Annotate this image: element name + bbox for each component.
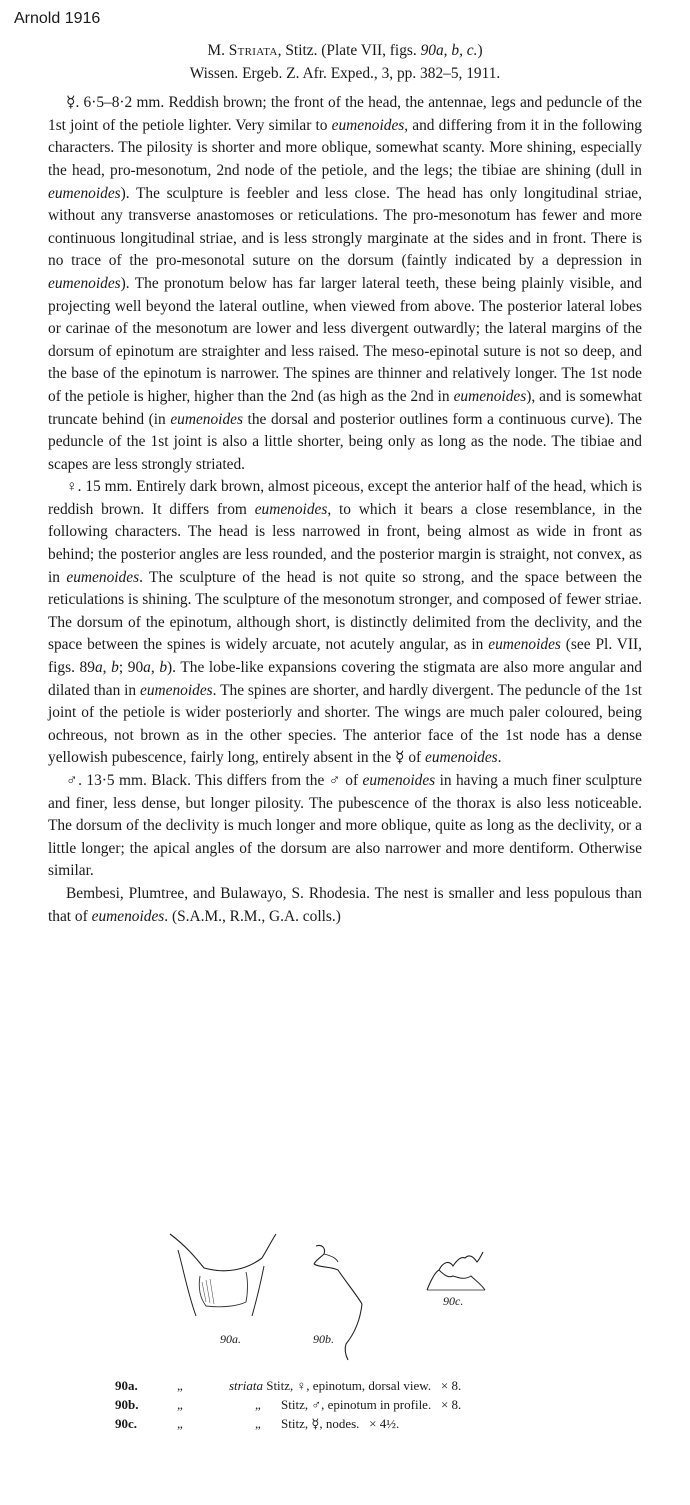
locality-paragraph: Bembesi, Plumtree, and Bulawayo, S. Rhodesia. The nest is smaller and less populous than that of eumenoides. (S.A.M., R.M., G.A. colls.) (48, 884, 642, 925)
reference-line: Wissen. Ergeb. Z. Afr. Exped., 3, pp. 382–5, 1911. (189, 64, 501, 82)
figure-90a-drawing (168, 1232, 278, 1332)
legend-row-90a: 90a. „ striata Stitz, ♀, epinotum, dorsal view. × 8. (115, 1378, 462, 1393)
figure-plate (160, 1222, 520, 1372)
female-paragraph: ♀. 15 mm. Entirely dark brown, almost piceous, except the anterior half of the head, which is reddish brown. It differs from eumenoides, to which it bears a close resemblance, in the following characters. The head is less narrowed in front, being almost as wide in front as behind; the posterior angles are less rounded, and the posterior margin is straight, not convex, as in eumenoides. The sculpture of the head is not quite so strong, and the space between the reticulations is shining. The sculpture of the mesonotum stronger, and composed of fewer striae. The dorsum of the epinotum, although short, is distinctly delimited from the declivity, and the space between the spines is widely arcuate, not acutely angular, as in eumenoides (see Pl. VII, figs. 89a, b; 90a, b). The lobe-like expansions covering the stigmata are also more angular and dilated than in eumenoides. The spines are shorter, and hardly divergent. The peduncle of the 1st joint of the petiole is wider posteriorly and shorter. The wings are much paler coloured, being ochreous, not brown as in the other species. The anterior face of the 1st node has a dense yellowish pubescence, fairly long, entirely absent in the ☿ of eumenoides. (48, 478, 643, 767)
legend-row-90c: 90c. „ „ Stitz, ☿, nodes. × 4½. (115, 1416, 400, 1431)
species-name: Striata (228, 42, 278, 59)
male-paragraph: ♂. 13·5 mm. Black. This differs from the ♂ of eumenoides in having a much finer sculpture and finer, less dense, but longer pilosity. The pubescence of the thorax is also less noticeable. The dorsum of the declivity is much longer and more oblique, quite as long as the declivity, or a little longer; the apical angles of the dorsum are also narrower and more dentiform. Otherwise similar. (48, 772, 643, 880)
header-tag: Arnold 1916 (14, 10, 101, 27)
legend-row-90b: 90b. „ „ Stitz, ♂, epinotum in profile. × 8. (115, 1397, 462, 1412)
figure-90b-label: 90b. (313, 1332, 334, 1346)
figure-90c-label: 90c. (443, 1294, 464, 1308)
worker-paragraph: ☿. 6·5–8·2 mm. Reddish brown; the front of the head, the antennae, legs and peduncle of the 1st joint of the petiole lighter. Very similar to eumenoides, and differing from it in the following characters. The pilosity is shorter and more oblique, somewhat scanty. More shining, especially the head, pro-mesonotum, 2nd node of the petiole, and the legs; the tibiae are shining (dull in eumenoides). The sculpture is feebler and less close. The head has only longitudinal striae, without any transverse anastomoses or reticulations. The pro-mesonotum has fewer and more continuous longitudinal striae, and is less strongly marginate at the sides and in front. There is no trace of the pro-mesonotal suture on the dorsum (faintly indicated by a depression in eumenoides). The pronotum below has far larger lateral teeth, these being plainly visible, and projecting well beyond the lateral outline, when viewed from above. The posterior lateral lobes or carinae of the mesonotum are lower and less divergent outwardly; the lateral margins of the dorsum of epinotum are straighter and less raised. The meso-epinotal suture is not so deep, and the base of the epinotum is narrower. The spines are thinner and relatively longer. The 1st node of the petiole is higher, higher than the 2nd (as high as the 2nd in eumenoides), and is somewhat truncate behind (in eumenoides the dorsal and posterior outlines form a continuous curve). The peduncle of the 1st joint is also a little shorter, being only as long as the node. The tibiae and scapes are less strongly striated. (48, 94, 642, 473)
page-body (48, 40, 642, 928)
figure-legend (115, 1376, 595, 1433)
figure-90c-drawing (425, 1250, 495, 1300)
figure-90a-label: 90a. (220, 1332, 241, 1346)
species-heading: M. Striata, Stitz. (Plate VII, figs. 90a, b, c.) (207, 42, 483, 59)
